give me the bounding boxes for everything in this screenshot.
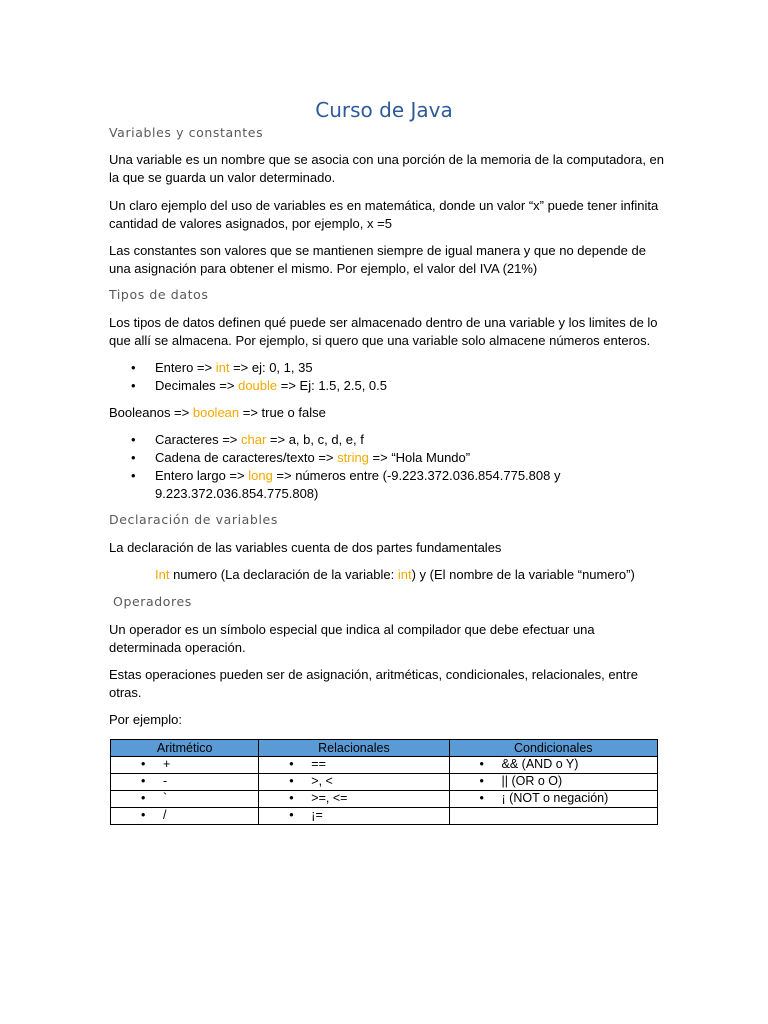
keyword: char — [241, 432, 267, 447]
column-header: Aritmético — [111, 740, 259, 757]
heading-operadores: Operadores — [113, 594, 192, 609]
bullet-icon: • — [131, 360, 136, 375]
bullet-icon: • — [141, 757, 146, 771]
operators-table — [110, 739, 658, 825]
paragraph-tipos-1: Los tipos de datos definen qué puede ser almacenado dentro de una variable y los limites de lo que allí se almacena. Por ejemplo, si quero que una variable solo almacene números enteros. — [109, 315, 658, 348]
column-header: Condicionales — [449, 740, 657, 757]
bullet-icon: • — [479, 757, 484, 771]
paragraph-booleanos: Booleanos => boolean => true o false — [109, 405, 326, 420]
bullet-icon: • — [479, 791, 484, 805]
paragraph-operadores-3: Por ejemplo: — [109, 712, 182, 727]
declaration-example: Int numero (La declaración de la variable: int) y (El nombre de la variable “numero”) — [155, 567, 635, 582]
keyword: int — [397, 567, 412, 582]
bullet-icon: • — [479, 774, 484, 788]
bullet-icon: • — [289, 808, 294, 822]
keyword: Int — [155, 567, 170, 582]
paragraph-operadores-1: Un operador es un símbolo especial que indica al compilador que debe efectuar una determinada operación. — [109, 622, 595, 655]
paragraph-declaracion-1: La declaración de las variables cuenta de dos partes fundamentales — [109, 540, 502, 555]
bullet-icon: • — [131, 378, 136, 393]
heading-declaracion: Declaración de variables — [109, 512, 278, 527]
table-row — [111, 791, 658, 808]
table-cell: • ¡= — [259, 808, 449, 825]
column-header: Relacionales — [259, 740, 449, 757]
keyword: string — [337, 450, 369, 465]
bullet-icon: • — [289, 757, 294, 771]
heading-variables: Variables y constantes — [109, 125, 264, 140]
bullet-icon: • — [289, 774, 294, 788]
bullet-icon: • — [289, 791, 294, 805]
document-page: Curso de Java Variables y constantes Una variable es un nombre que se asocia con una porción de la memoria de la computadora, en la que se guarda un valor determinado. Un claro ejemplo del uso de variables es en matemática, donde un valor “x” puede tener infinita cantidad de valores asignados, por ejemplo, x =5 Las constantes son valores que se mantienen siempre de igual manera y que no depende de una asignación para obtener el mismo. Por ejemplo, el valor del IVA (21%) Tipos de datos Los tipos de datos definen qué puede ser almacenado dentro de una variable y los limites de lo que allí se almacena. Por ejemplo, si quero que una variable solo almacene números enteros. • Entero => int => ej: 0, 1, 35 • Decimales => double => Ej: 1.5, 2.5, 0.5 Booleanos => boolean => true o false • Caracteres => char => a, b, c, d, e, f • Cadena de caracteres/texto => string => “Hola Mundo” • Entero largo => long => números entre (-9.223.372.036.854.775.808 y 9.223.372.036.854.775.808) Declaración de variables La declaración de las variables cuenta de dos partes fundamentales Int numero (La declaración de la variable: int) y (El nombre de la variable “numero”) Operadores Un operador es un símbolo especial que indica al compilador que debe efectuar una determinada operación. Estas operaciones pueden ser de asignación, aritméticas, condicionales, relacionales, entre otras. Por ejemplo: Aritmético Relacionales Condicionales • + • == • && (AND o Y) • - • >, < • || (OR o O) • ` • >=, <= • ¡ (NOT o negación) • / • ¡= — [0, 0, 768, 1024]
keyword: boolean — [192, 405, 240, 420]
table-cell — [449, 808, 657, 825]
keyword: double — [238, 378, 278, 393]
table-row — [111, 774, 658, 791]
bullet-icon: • — [141, 808, 146, 822]
paragraph-variables-1: Una variable es un nombre que se asocia con una porción de la memoria de la computadora, en la que se guarda un valor determinado. — [109, 152, 665, 185]
bullet-icon: • — [141, 791, 146, 805]
bullet-icon: • — [131, 432, 136, 447]
table-row — [111, 808, 658, 825]
table-cell: • || (OR o O) — [449, 774, 657, 791]
heading-tipos: Tipos de datos — [109, 287, 209, 302]
keyword: long — [248, 468, 273, 483]
table-cell: • / — [111, 808, 259, 825]
table-cell: • ¡ (NOT o negación) — [449, 791, 657, 808]
bullet-icon: • — [131, 450, 136, 465]
table-row — [111, 757, 658, 774]
table-cell: • >=, <= — [259, 791, 449, 808]
table-cell: • && (AND o Y) — [449, 757, 657, 774]
bullet-icon: • — [131, 468, 136, 483]
bullet-icon: • — [141, 774, 146, 788]
table-cell: • == — [259, 757, 449, 774]
paragraph-variables-2: Un claro ejemplo del uso de variables es en matemática, donde un valor “x” puede tener infinita cantidad de valores asignados, por ejemplo, x =5 — [109, 198, 659, 231]
table-cell: • - — [111, 774, 259, 791]
page-title: Curso de Java — [315, 98, 453, 122]
keyword: int — [215, 360, 230, 375]
paragraph-variables-3: Las constantes son valores que se mantienen siempre de igual manera y que no depende de una asignación para obtener el mismo. Por ejemplo, el valor del IVA (21%) — [109, 243, 646, 276]
table-cell: • ` — [111, 791, 259, 808]
table-cell: • + — [111, 757, 259, 774]
table-cell: • >, < — [259, 774, 449, 791]
paragraph-operadores-2: Estas operaciones pueden ser de asignación, aritméticas, condicionales, relacionales, entre otras. — [109, 667, 638, 700]
table-header-row — [111, 740, 658, 757]
